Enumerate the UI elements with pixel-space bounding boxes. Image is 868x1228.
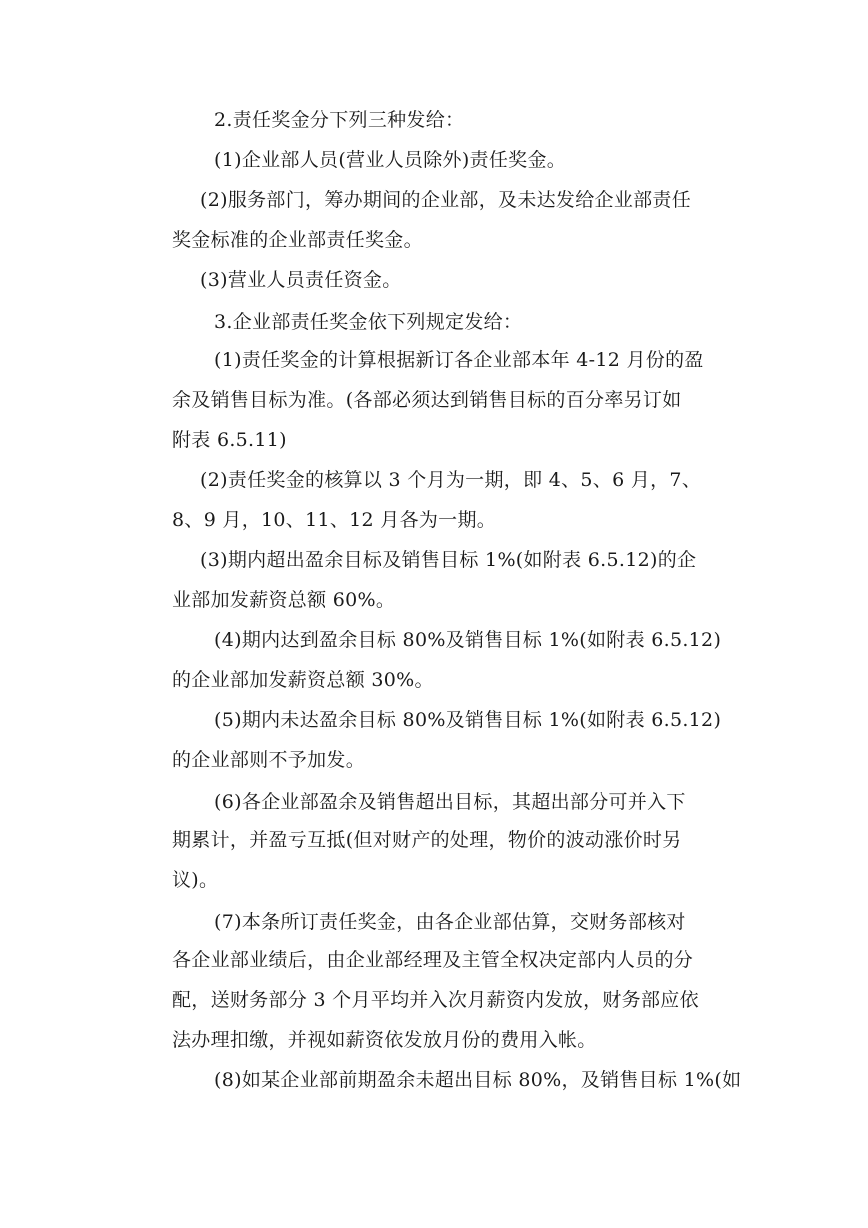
text-line-11: 8、9 月，10、11、12 月各为一期。 (172, 509, 497, 531)
text-line-17: 的企业部则不予加发。 (172, 749, 366, 771)
text-line-1: 2.责任奖金分下列三种发给： (214, 109, 465, 131)
text-line-8: 余及销售目标为准。(各部必须达到销售目标的百分率另订如 (172, 389, 682, 411)
text-line-24: 法办理扣缴，并视如薪资依发放月份的费用入帐。 (172, 1029, 597, 1051)
text-line-25: (8)如某企业部前期盈余未超出目标 80%，及销售目标 1%(如 (214, 1069, 742, 1091)
text-line-7: (1)责任奖金的计算根据新订各企业部本年 4-12 月份的盈 (214, 349, 704, 371)
text-line-22: 各企业部业绩后，由企业部经理及主管全权决定部内人员的分 (172, 949, 694, 971)
text-line-15: 的企业部加发薪资总额 30%。 (172, 669, 434, 691)
text-line-19: 期累计，并盈亏互抵(但对财产的处理，物价的波动涨价时另 (172, 829, 682, 851)
text-line-21: (7)本条所订责任奖金，由各企业部估算，交财务部核对 (214, 911, 686, 933)
text-line-16: (5)期内未达盈余目标 80%及销售目标 1%(如附表 6.5.12) (214, 709, 722, 731)
text-line-5: (3)营业人员责任资金。 (200, 269, 402, 291)
text-line-13: 业部加发薪资总额 60%。 (172, 589, 396, 611)
text-line-10: (2)责任奖金的核算以 3 个月为一期，即 4、5、6 月，7、 (200, 469, 702, 491)
text-line-12: (3)期内超出盈余目标及销售目标 1%(如附表 6.5.12)的企 (200, 549, 697, 571)
text-line-6: 3.企业部责任奖金依下列规定发给： (214, 311, 523, 333)
text-line-9: 附表 6.5.11) (172, 429, 287, 451)
text-line-4: 奖金标准的企业部责任奖金。 (172, 229, 423, 251)
text-line-23: 配，送财务部分 3 个月平均并入次月薪资内发放，财务部应依 (172, 989, 699, 1011)
text-line-18: (6)各企业部盈余及销售超出目标，其超出部分可并入下 (214, 791, 686, 813)
text-line-14: (4)期内达到盈余目标 80%及销售目标 1%(如附表 6.5.12) (214, 629, 722, 651)
text-line-2: (1)企业部人员(营业人员除外)责任奖金。 (214, 149, 567, 171)
text-line-20: 议)。 (172, 869, 219, 891)
text-line-3: (2)服务部门，筹办期间的企业部，及未达发给企业部责任 (200, 189, 692, 211)
